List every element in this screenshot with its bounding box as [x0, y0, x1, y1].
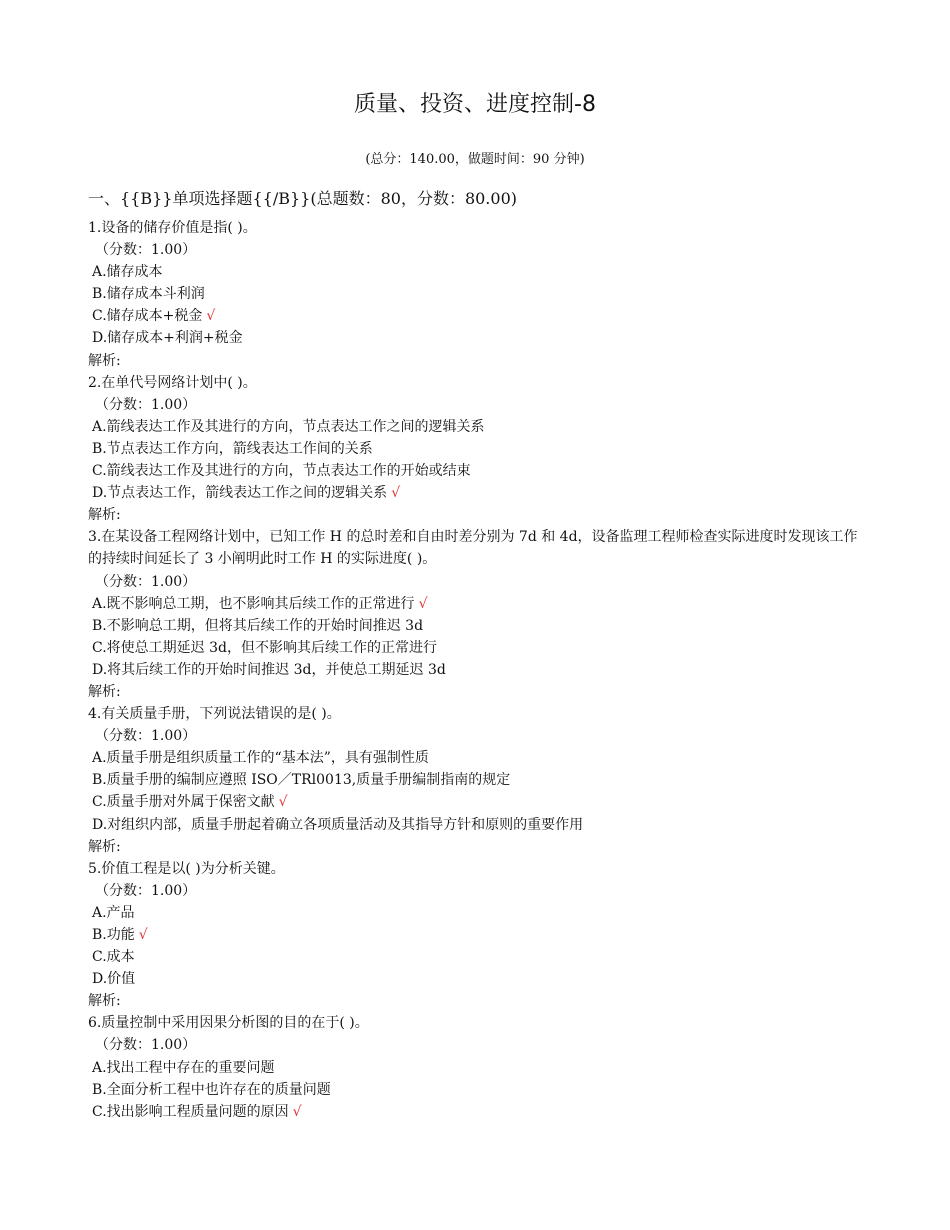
question-score: （分数：1.00） — [95, 882, 197, 899]
explanation-label: 解析: — [88, 683, 121, 700]
question-5 — [88, 858, 858, 1013]
option-d: D.价值 — [92, 971, 136, 988]
page-title: 质量、投资、进度控制-8 — [354, 92, 596, 117]
option-b: B.储存成本斗利润 — [92, 286, 205, 303]
question-2 — [88, 372, 858, 527]
option-text: A.既不影响总工期，也不影响其后续工作的正常进行 — [92, 595, 415, 612]
option-b: B.全面分析工程中也许存在的质量问题 — [92, 1081, 331, 1098]
option-d: D.储存成本+利润+税金 — [92, 330, 243, 347]
question-list — [88, 217, 858, 1123]
correct-answer-mark: √ — [391, 485, 401, 502]
option-b: B.不影响总工期，但将其后续工作的开始时间推迟 3d — [92, 617, 424, 634]
explanation-label: 解析: — [88, 993, 121, 1010]
correct-answer-mark: √ — [278, 794, 288, 811]
question-stem: 6.质量控制中采用因果分析图的目的在于( )。 — [88, 1015, 369, 1032]
question-6 — [88, 1012, 858, 1122]
option-a: A.储存成本 — [92, 264, 163, 281]
question-3 — [88, 526, 858, 703]
correct-answer-mark: √ — [292, 1103, 302, 1120]
correct-answer-mark: √ — [138, 927, 148, 943]
option-d: D.将其后续工作的开始时间推迟 3d，并使总工期延迟 3d — [92, 661, 446, 678]
question-1 — [88, 217, 858, 372]
option-text: C.质量手册对外属于保密文献 — [92, 794, 275, 811]
option-a: A.找出工程中存在的重要问题 — [92, 1059, 275, 1076]
option-text: D.节点表达工作，箭线表达工作之间的逻辑关系 — [92, 485, 388, 502]
option-a: A.产品 — [92, 904, 135, 921]
question-4 — [88, 703, 858, 858]
option-b — [88, 924, 858, 946]
question-score: （分数：1.00） — [95, 1037, 197, 1054]
question-stem: 5.价值工程是以( )为分析关键。 — [88, 860, 285, 877]
question-stem: 4.有关质量手册，下列说法错误的是( )。 — [88, 706, 341, 723]
option-c: C.箭线表达工作及其进行的方向，节点表达工作的开始或结束 — [92, 463, 471, 480]
question-stem: 2.在单代号网络计划中( )。 — [88, 374, 257, 391]
correct-answer-mark: √ — [418, 595, 428, 612]
option-a: A.质量手册是组织质量工作的“基本法”，具有强制性质 — [92, 750, 429, 767]
question-score: （分数：1.00） — [95, 242, 197, 259]
explanation-label: 解析: — [88, 838, 121, 855]
question-score: （分数：1.00） — [95, 728, 197, 745]
option-c — [88, 1101, 858, 1123]
question-score: （分数：1.00） — [95, 573, 197, 590]
option-text: B.功能 — [92, 927, 135, 943]
option-a: A.箭线表达工作及其进行的方向，节点表达工作之间的逻辑关系 — [92, 418, 485, 435]
explanation-label: 解析: — [88, 352, 121, 369]
option-c — [88, 305, 858, 327]
exam-info: (总分：140.00，做题时间：90 分钟) — [365, 152, 585, 167]
option-b: B.节点表达工作方向，箭线表达工作间的关系 — [92, 440, 373, 457]
explanation-label: 解析: — [88, 507, 121, 524]
section-heading: 一、{{B}}单项选择题{{/B}}(总题数：80，分数：80.00) — [88, 189, 517, 208]
option-c: C.成本 — [92, 949, 135, 966]
question-stem: 1.设备的储存价值是指( )。 — [88, 220, 257, 236]
option-d: D.对组织内部，质量手册起着确立各项质量活动及其指导方针和原则的重要作用 — [92, 816, 584, 833]
option-c — [88, 791, 858, 813]
option-b: B.质量手册的编制应遵照 ISO／TRl0013,质量手册编制指南的规定 — [92, 772, 511, 789]
option-c: C.将使总工期延迟 3d，但不影响其后续工作的正常进行 — [92, 639, 437, 656]
option-text: C.储存成本+税金 — [92, 308, 203, 325]
question-stem: 3.在某设备工程网络计划中，已知工作 H 的总时差和自由时差分别为 7d 和 4d，设备监理工程师检查实际进度时发现该工作的持续时间延长了 3 小阐明此时工作 H 的实际进度( )。 — [88, 529, 858, 568]
option-d — [88, 482, 858, 504]
option-a — [88, 593, 858, 615]
option-text: C.找出影响工程质量问题的原因 — [92, 1103, 289, 1120]
correct-answer-mark: √ — [206, 308, 216, 325]
question-score: （分数：1.00） — [95, 396, 197, 413]
